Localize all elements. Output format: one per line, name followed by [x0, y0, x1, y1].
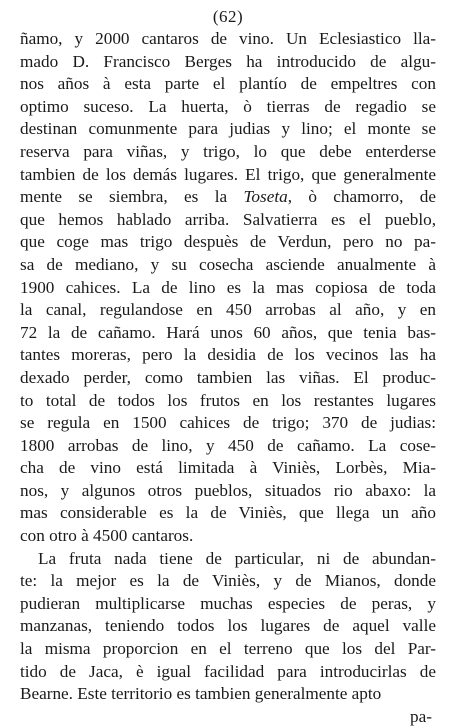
- text-line: 72 la de cañamo. Hará unos 60 años, que tenia bas-: [20, 322, 436, 342]
- text-line: nos años à esta parte el plantío de empeltres con: [20, 74, 436, 94]
- text-line: mente se siembra, es la Toseta, ò chamorro, de: [20, 187, 436, 207]
- text-line: to total de todos los frutos en los restantes lugares: [20, 390, 436, 410]
- text-line: ñamo, y 2000 cantaros de vino. Un Eclesiastico lla-: [20, 29, 436, 48]
- text-line: tido de Jaca, è igual facilidad para introducirlas de: [20, 661, 436, 681]
- text-line: Bearne. Este territorio es tambien generalmente apto: [20, 684, 382, 704]
- text-line: pudieran multiplicarse muchas especies de peras, y: [20, 593, 436, 613]
- text-line: optimo suceso. La huerta, ò tierras de regadio se: [20, 96, 436, 116]
- text-line: tantes moreras, pero la desidia de los vecinos las ha: [20, 345, 436, 365]
- text-line: la misma proporcion en el terreno que los del Par-: [20, 639, 436, 659]
- text-line: sa de mediano, y su cosecha asciende anualmente à: [20, 254, 436, 274]
- page-number: (62): [212, 7, 244, 26]
- text-line: reserva para viñas, y trigo, lo que debe enterderse: [20, 141, 436, 161]
- text-line: La fruta nada tiene de particular, ni de abundan-: [38, 548, 436, 568]
- book-page: [20, 6, 436, 728]
- body-text: [20, 28, 436, 706]
- paragraph: [20, 548, 436, 706]
- text-line: 1800 arrobas de lino, y 450 de cañamo. La cose-: [20, 435, 436, 455]
- catchword: pa-: [410, 706, 432, 726]
- paragraph: [20, 28, 436, 548]
- text-line: mas considerable es la de Viniès, que llega un año: [20, 503, 436, 523]
- text-line: la canal, regulandose en 450 arrobas al año, y en: [20, 300, 436, 320]
- text-line: mado D. Francisco Berges ha introducido de algu-: [20, 51, 436, 71]
- text-line: dexado perder, como tambien las viñas. El produc-: [20, 367, 436, 387]
- text-line: cha de vino está limitada à Viniès, Lorbès, Mia-: [20, 458, 436, 478]
- text-line: que coge mas trigo despuès de Verdun, pero no pa-: [20, 232, 436, 252]
- text-line: 1900 cahices. La de lino es la mas copiosa de toda: [20, 277, 436, 297]
- text-line: que hemos hablado arriba. Salvatierra es el pueblo,: [20, 209, 436, 229]
- text-line: con otro à 4500 cantaros.: [20, 526, 194, 546]
- italic-term: Toseta: [243, 187, 288, 207]
- text-line: manzanas, teniendo todos los lugares de aquel valle: [20, 616, 436, 636]
- text-line: destinan comunmente para judias y lino; el monte se: [20, 119, 436, 139]
- text-line: se regula en 1500 cahices de trigo; 370 de judias:: [20, 413, 436, 433]
- text-line: tambien de los demás lugares. El trigo, que generalmente: [20, 164, 436, 184]
- text-line: nos, y algunos otros pueblos, situados rio abaxo: la: [20, 480, 436, 500]
- text-line: te: la mejor es la de Viniès, y de Mianos, donde: [20, 571, 436, 591]
